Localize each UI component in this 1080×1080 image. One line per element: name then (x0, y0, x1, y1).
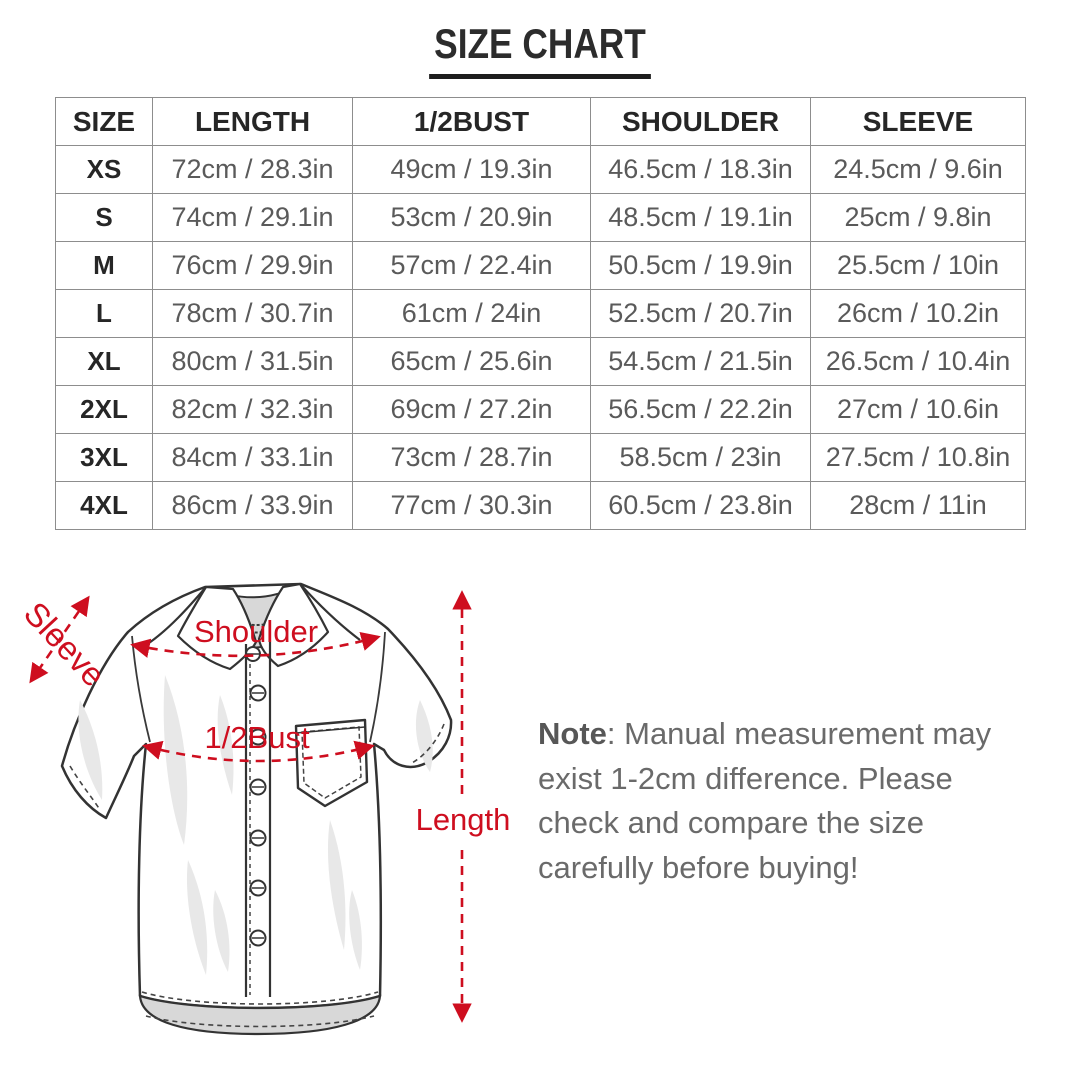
shirt-measurement-diagram (0, 560, 520, 1080)
measurement-cell: 57cm / 22.4in (353, 242, 591, 290)
measurement-cell: 69cm / 27.2in (353, 386, 591, 434)
header-halfbust: 1/2BUST (353, 98, 591, 146)
size-cell: 2XL (56, 386, 153, 434)
measurement-cell: 27.5cm / 10.8in (811, 434, 1026, 482)
header-row (56, 98, 1026, 146)
table-row (56, 482, 1026, 530)
measurement-cell: 65cm / 25.6in (353, 338, 591, 386)
header-length: LENGTH (153, 98, 353, 146)
measurement-cell: 77cm / 30.3in (353, 482, 591, 530)
measurement-cell: 80cm / 31.5in (153, 338, 353, 386)
measurement-cell: 56.5cm / 22.2in (591, 386, 811, 434)
size-chart-table (55, 97, 1026, 530)
table-row (56, 146, 1026, 194)
size-cell: XS (56, 146, 153, 194)
measurement-cell: 60.5cm / 23.8in (591, 482, 811, 530)
table-row (56, 386, 1026, 434)
size-cell: 3XL (56, 434, 153, 482)
measurement-cell: 26cm / 10.2in (811, 290, 1026, 338)
measurement-cell: 28cm / 11in (811, 482, 1026, 530)
measurement-cell: 53cm / 20.9in (353, 194, 591, 242)
size-cell: L (56, 290, 153, 338)
shirt-illustration (62, 584, 451, 1034)
page-title-wrap (0, 20, 1080, 79)
measurement-cell: 46.5cm / 18.3in (591, 146, 811, 194)
measurement-cell: 58.5cm / 23in (591, 434, 811, 482)
measurement-cell: 84cm / 33.1in (153, 434, 353, 482)
size-cell: M (56, 242, 153, 290)
measurement-cell: 25cm / 9.8in (811, 194, 1026, 242)
measurement-cell: 26.5cm / 10.4in (811, 338, 1026, 386)
size-table-header (56, 98, 1026, 146)
measurement-cell: 54.5cm / 21.5in (591, 338, 811, 386)
measurement-cell: 52.5cm / 20.7in (591, 290, 811, 338)
table-row (56, 290, 1026, 338)
size-table-body (56, 146, 1026, 530)
measurement-cell: 49cm / 19.3in (353, 146, 591, 194)
measurement-cell: 25.5cm / 10in (811, 242, 1026, 290)
measurement-cell: 82cm / 32.3in (153, 386, 353, 434)
header-size: SIZE (56, 98, 153, 146)
measurement-cell: 27cm / 10.6in (811, 386, 1026, 434)
size-cell: 4XL (56, 482, 153, 530)
note-label: Note (538, 716, 607, 751)
length-label: Length (415, 802, 511, 837)
measurement-cell: 50.5cm / 19.9in (591, 242, 811, 290)
table-row (56, 434, 1026, 482)
size-cell: S (56, 194, 153, 242)
measurement-cell: 74cm / 29.1in (153, 194, 353, 242)
header-sleeve: SLEEVE (811, 98, 1026, 146)
measurement-cell: 73cm / 28.7in (353, 434, 591, 482)
header-shoulder: SHOULDER (591, 98, 811, 146)
table-row (56, 242, 1026, 290)
half-bust-label: 1/2Bust (204, 720, 310, 755)
note-text: : Manual measurement may exist 1-2cm difference. Please check and compare the size carefully before buying! (538, 716, 992, 885)
measurement-note (538, 712, 1000, 890)
page-title: SIZE CHART (429, 20, 651, 79)
measurement-cell: 61cm / 24in (353, 290, 591, 338)
table-row (56, 338, 1026, 386)
sleeve-label: Sleeve (16, 594, 113, 694)
measurement-cell: 48.5cm / 19.1in (591, 194, 811, 242)
table-row (56, 194, 1026, 242)
size-cell: XL (56, 338, 153, 386)
measurement-cell: 72cm / 28.3in (153, 146, 353, 194)
measurement-cell: 78cm / 30.7in (153, 290, 353, 338)
measurement-cell: 76cm / 29.9in (153, 242, 353, 290)
shoulder-label: Shoulder (193, 614, 319, 649)
measurement-cell: 86cm / 33.9in (153, 482, 353, 530)
measurement-cell: 24.5cm / 9.6in (811, 146, 1026, 194)
